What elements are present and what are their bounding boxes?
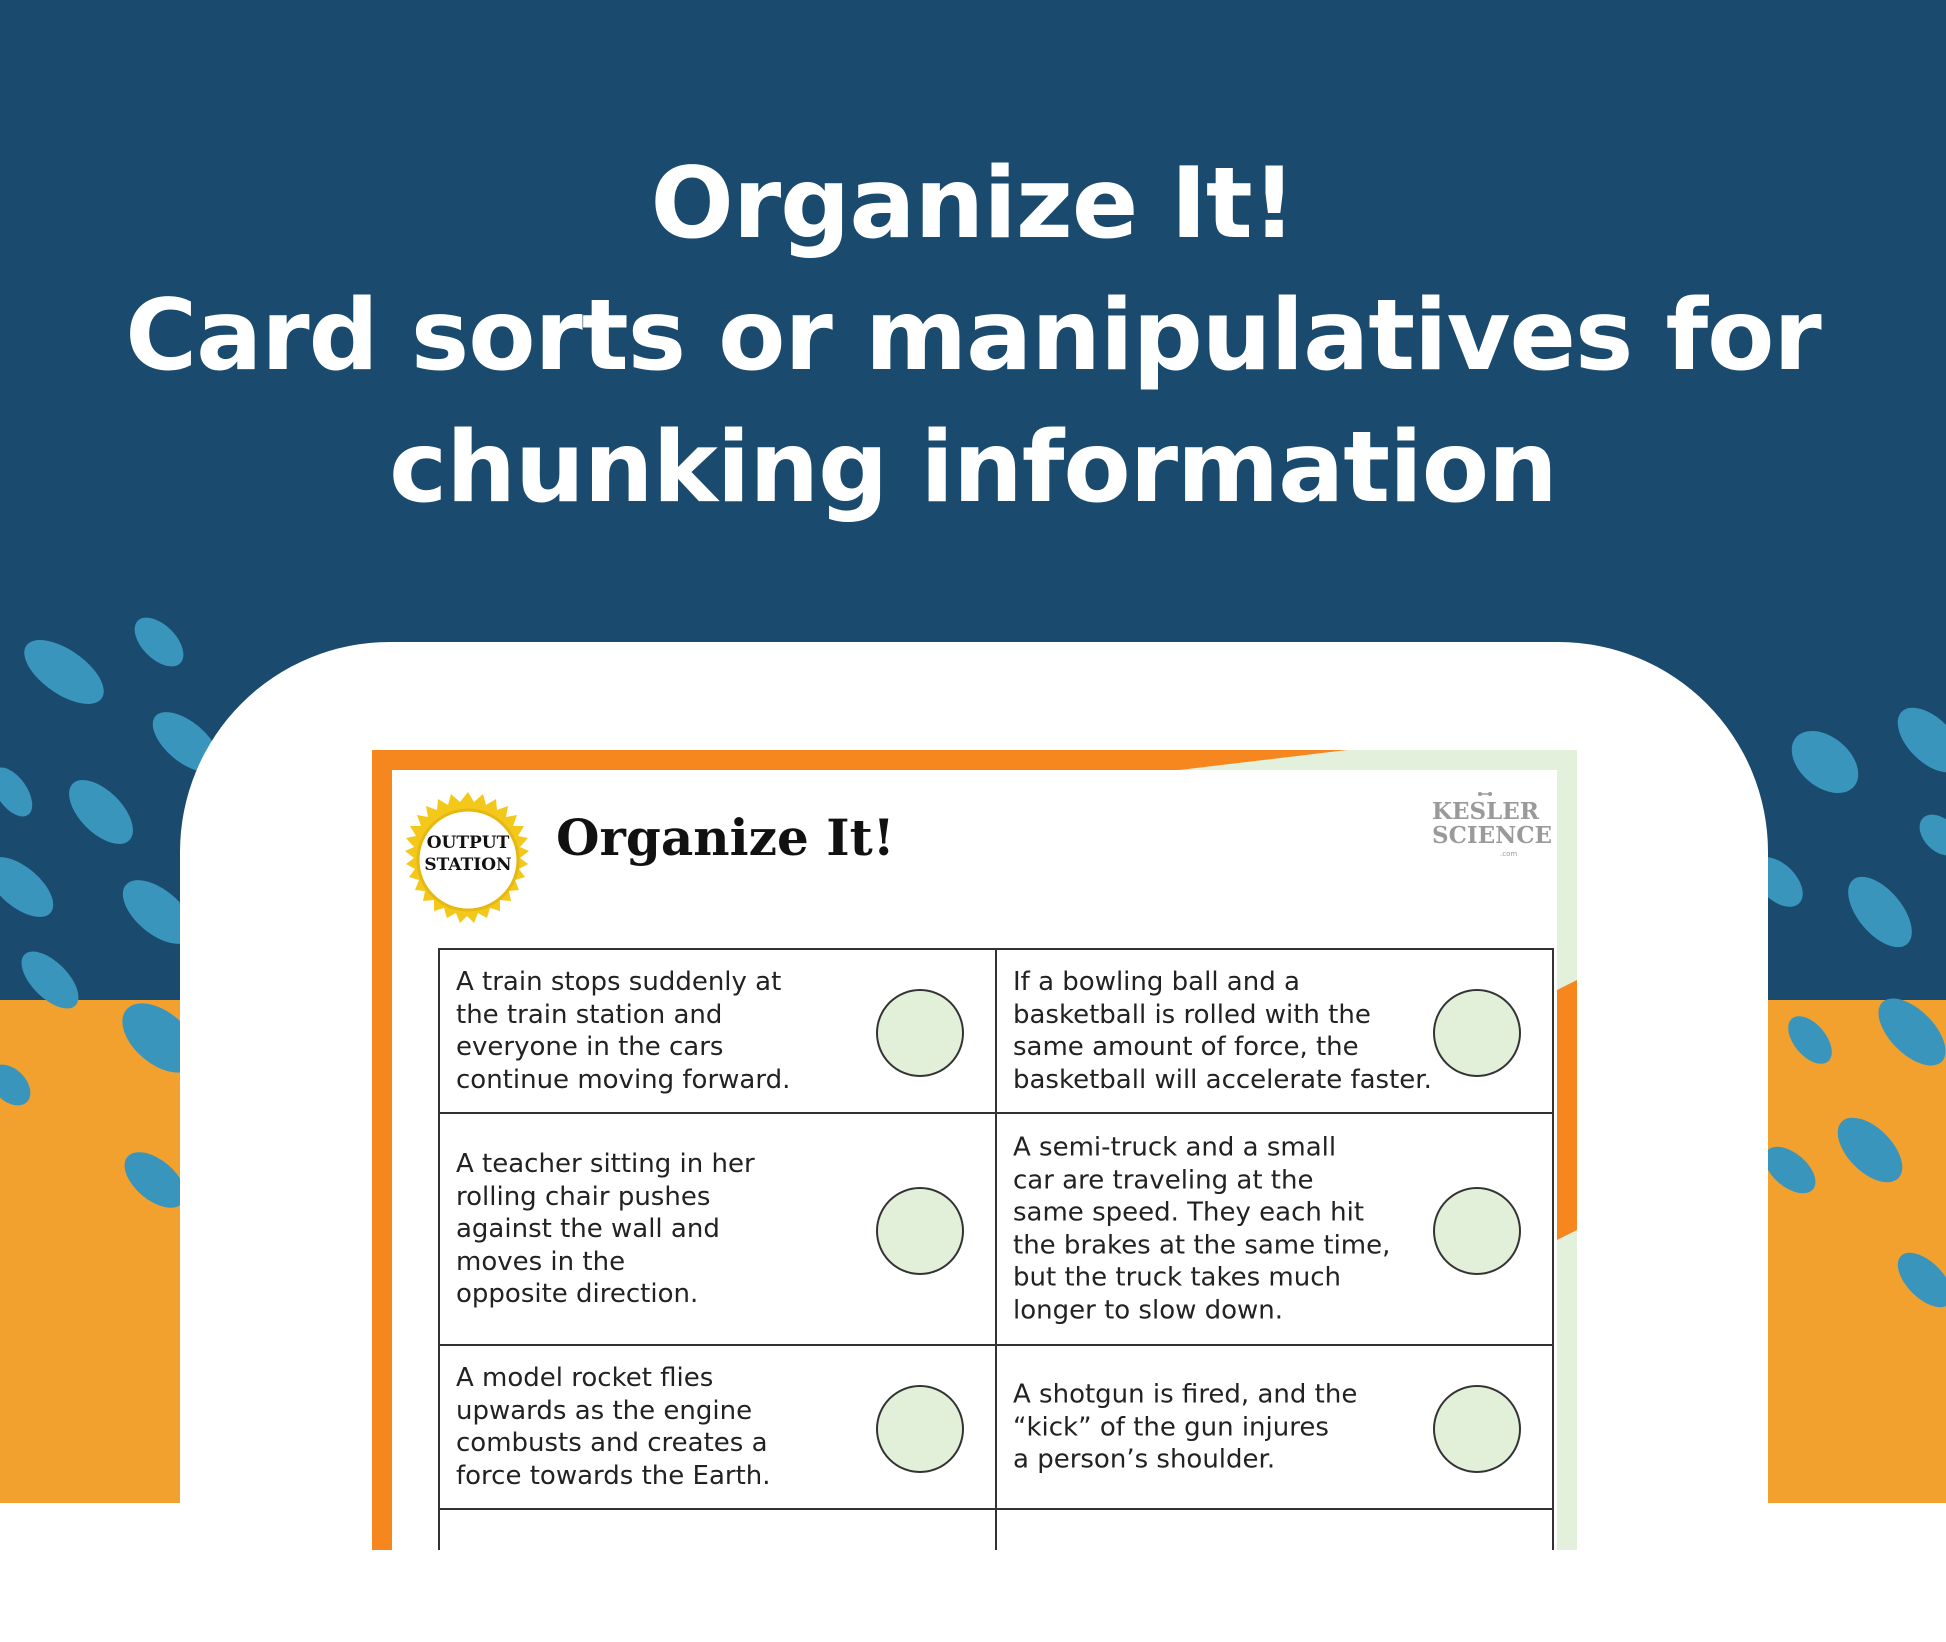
dot <box>0 846 63 928</box>
sort-card[interactable] <box>997 1346 1554 1508</box>
answer-circle[interactable] <box>876 1187 964 1275</box>
answer-circle[interactable] <box>1433 1187 1521 1275</box>
sort-card[interactable] <box>440 1346 997 1508</box>
dot <box>126 609 192 675</box>
card-row <box>440 1346 1554 1510</box>
sort-card[interactable] <box>997 1114 1554 1344</box>
dot <box>1836 866 1924 959</box>
logo-line2: SCIENCE <box>1432 822 1553 849</box>
sort-card[interactable] <box>440 1114 997 1344</box>
dot <box>1912 807 1946 864</box>
sort-card[interactable] <box>440 950 997 1112</box>
logo-molecule-icon <box>1478 790 1492 798</box>
card-row <box>440 1510 1554 1550</box>
worksheet-page <box>392 770 1557 1550</box>
card-text: A model rocket flies upwards as the engine combusts and creates a force towards the Earth. <box>456 1363 771 1491</box>
dot <box>1780 718 1870 805</box>
card-sort-grid <box>438 948 1554 1550</box>
logo-line1: KESLER <box>1432 798 1539 825</box>
dot <box>14 628 115 717</box>
headline-subtitle-line2: chunking information <box>389 411 1557 525</box>
dot <box>58 769 144 855</box>
card-row <box>440 1114 1554 1346</box>
sort-card[interactable] <box>997 1510 1554 1550</box>
dot <box>1780 1008 1841 1071</box>
card-text: A shotgun is fired, and the “kick” of the gun injures a person’s shoulder. <box>1013 1379 1358 1475</box>
dot <box>0 760 40 823</box>
badge-text <box>398 832 538 876</box>
dot <box>0 1057 38 1114</box>
headline-subtitle-line1: Card sorts or manipulatives for <box>125 279 1821 393</box>
badge-line1: OUTPUT <box>426 833 510 853</box>
card-text: A teacher sitting in her rolling chair pushes against the wall and moves in the opposite direction. <box>456 1148 755 1309</box>
answer-circle[interactable] <box>1433 1385 1521 1473</box>
kesler-science-logo <box>1432 798 1553 849</box>
logo-suffix: .com <box>1500 850 1518 858</box>
dot <box>1826 1106 1914 1194</box>
answer-circle[interactable] <box>1433 989 1521 1077</box>
card-row <box>440 950 1554 1114</box>
card-text: If a bowling ball and a basketball is rolled with the same amount of force, the basketball will accelerate faster. <box>1013 967 1432 1095</box>
answer-circle[interactable] <box>876 1385 964 1473</box>
headline <box>0 138 1946 534</box>
dot <box>1886 696 1946 784</box>
card-text: A train stops suddenly at the train station and everyone in the cars continue moving forward. <box>456 967 791 1095</box>
white-card-panel <box>180 642 1768 1642</box>
sort-card[interactable] <box>997 950 1554 1112</box>
headline-title: Organize It! <box>650 147 1296 261</box>
sort-card[interactable] <box>440 1510 997 1550</box>
answer-circle[interactable] <box>876 989 964 1077</box>
dot <box>12 942 88 1018</box>
badge-line2: STATION <box>424 855 512 875</box>
dot <box>1867 987 1946 1078</box>
worksheet-preview <box>372 750 1577 1550</box>
card-text: A semi-truck and a small car are traveling at the same speed. They each hit the brakes at the same time, but the truck takes much longer to slow down. <box>1013 1132 1391 1325</box>
dot <box>1888 1243 1946 1317</box>
worksheet-title: Organize It! <box>556 808 895 867</box>
